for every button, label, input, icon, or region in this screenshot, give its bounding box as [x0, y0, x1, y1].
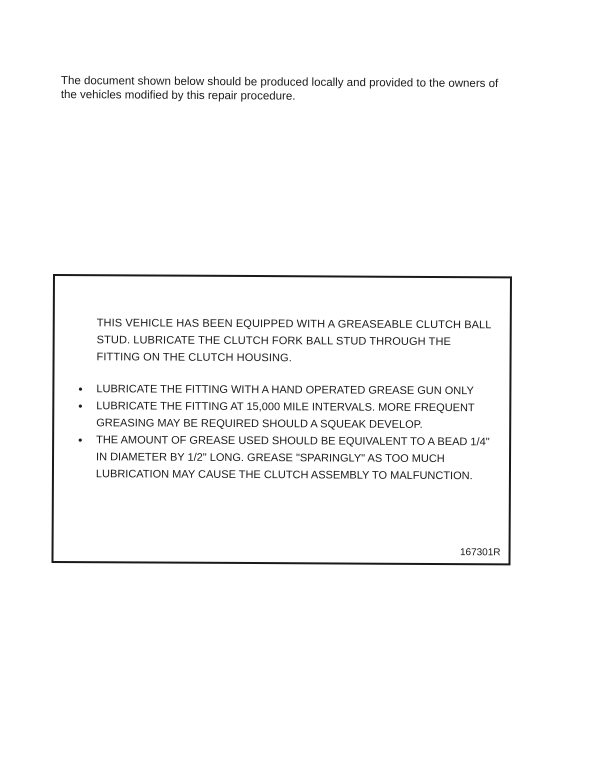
bullet-text: THE AMOUNT OF GREASE USED SHOULD BE EQUIVALENT TO A BEAD 1/4" IN DIAMETER BY 1/2" LONG. GREASE "SPARINGLY" AS TOO MUCH LUBRICATION MAY CAUSE THE CLUTCH ASSEMBLY TO MALFUNCTION.: [95, 434, 490, 483]
intro-text: [61, 74, 521, 105]
figure-reference-number: 167301R: [459, 547, 501, 559]
bullet-item-interval: [78, 398, 498, 434]
intro-line-1: The document shown below should be produced locally and provided to the owners of: [60, 74, 499, 91]
bullet-text: LUBRICATE THE FITTING WITH A HAND OPERATED GREASE GUN ONLY: [96, 383, 474, 398]
notice-paragraph: THIS VEHICLE HAS BEEN EQUIPPED WITH A GREASEABLE CLUTCH BALL STUD. LUBRICATE THE CLUTCH FORK BALL STUD THROUGH THE FITTING ON THE CLUTCH HOUSING.: [96, 317, 492, 365]
bullet-item-hand-grease-gun: [78, 381, 498, 400]
notice-bullet-list: [78, 381, 499, 485]
bullet-icon: •: [78, 382, 83, 397]
owner-notice-card: [51, 274, 512, 565]
bullet-text: LUBRICATE THE FITTING AT 15,000 MILE INTERVALS. MORE FREQUENT GREASING MAY BE REQUIRED SHOULD A SQUEAK DEVELOP.: [96, 400, 475, 431]
bullet-icon: •: [78, 399, 83, 414]
bullet-item-grease-amount: [78, 432, 498, 485]
intro-line-2: the vehicles modified by this repair procedure.: [60, 88, 296, 103]
bullet-icon: •: [78, 433, 83, 448]
